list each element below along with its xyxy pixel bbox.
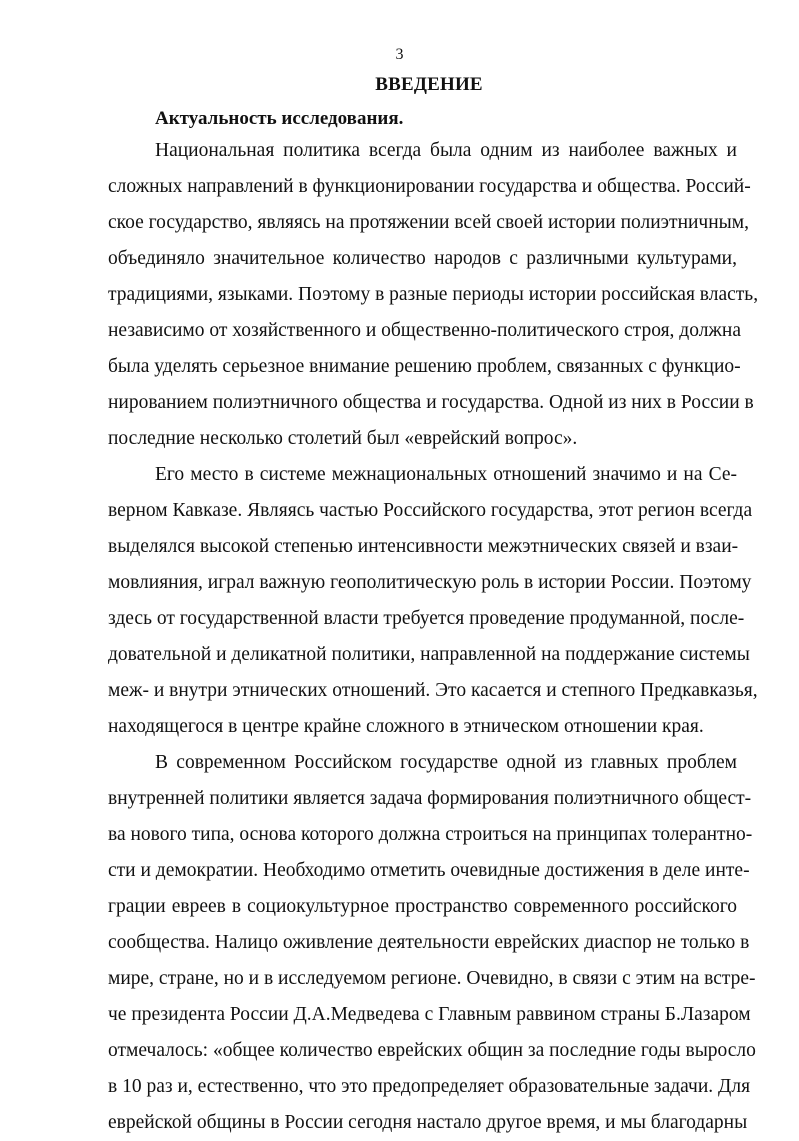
text-line: независимо от хозяйственного и общественно-политического строя, должна [108, 320, 741, 341]
text-line: ское государство, являясь на протяжении всей своей истории полиэтничным, [108, 212, 749, 233]
text-line: верном Кавказе. Являясь частью Российского государства, этот регион всегда [108, 500, 753, 521]
text-line: довательной и деликатной политики, направленной на поддержание системы [108, 644, 750, 665]
section-subheading: Актуальность исследования. [155, 108, 404, 129]
text-line: находящегося в центре крайне сложного в этническом отношении края. [108, 716, 704, 737]
text-line: сложных направлений в функционировании государства и общества. Россий- [108, 176, 751, 197]
text-line: Его место в системе межнациональных отношений значимо и на Се- [155, 464, 737, 485]
text-line: нированием полиэтничного общества и государства. Одной из них в России в [108, 392, 754, 413]
text-line: отмечалось: «общее количество еврейских общин за последние годы выросло [108, 1040, 756, 1061]
text-line: меж- и внутри этнических отношений. Это касается и степного Предкавказья, [108, 680, 758, 701]
text-line: Национальная политика всегда была одним из наиболее важных и [155, 140, 737, 161]
text-line: сообщества. Налицо оживление деятельности еврейских диаспор не только в [108, 932, 750, 953]
text-line: последние несколько столетий был «еврейский вопрос». [108, 428, 578, 449]
text-line: че президента России Д.А.Медведева с Главным раввином страны Б.Лазаром [108, 1004, 751, 1025]
text-line: мовлияния, играл важную геополитическую роль в истории России. Поэтому [108, 572, 752, 593]
text-line: объединяло значительное количество народов с различными культурами, [108, 248, 737, 269]
text-line: еврейской общины в России сегодня настало другое время, и мы благодарны [108, 1112, 748, 1133]
text-line: грации евреев в социокультурное пространство современного российского [108, 896, 737, 917]
text-line: выделялся высокой степенью интенсивности межэтнических связей и взаи- [108, 536, 739, 557]
page-title: ВВЕДЕНИЕ [375, 74, 483, 95]
text-line: В современном Российском государстве одной из главных проблем [155, 752, 737, 773]
text-line: здесь от государственной власти требуется проведение продуманной, после- [108, 608, 745, 629]
text-line: была уделять серьезное внимание решению проблем, связанных с функцио- [108, 356, 741, 377]
text-line: в 10 раз и, естественно, что это предопределяет образовательные задачи. Для [108, 1076, 751, 1097]
text-line: внутренней политики является задача формирования полиэтничного общест- [108, 788, 752, 809]
text-line: мире, стране, но и в исследуемом регионе. Очевидно, в связи с этим на встре- [108, 968, 756, 989]
text-line: традициями, языками. Поэтому в разные периоды истории российская власть, [108, 284, 759, 305]
text-line: ва нового типа, основа которого должна строиться на принципах толерантно- [108, 824, 753, 845]
text-line: сти и демократии. Необходимо отметить очевидные достижения в деле инте- [108, 860, 750, 881]
page-number: 3 [395, 46, 404, 63]
